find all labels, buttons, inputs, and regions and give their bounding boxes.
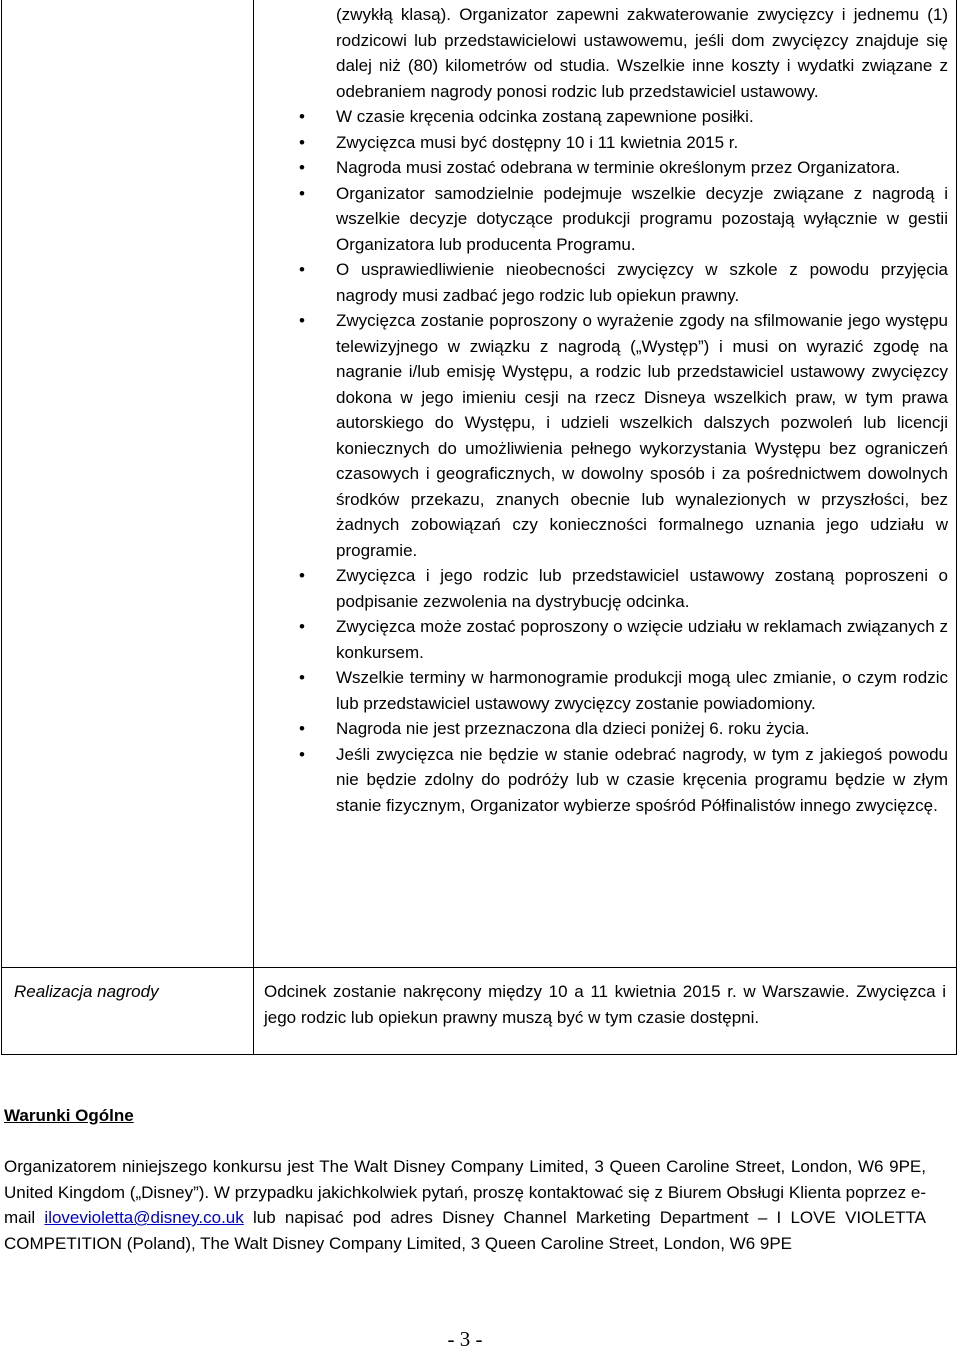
section-title: Warunki Ogólne <box>4 1106 134 1125</box>
list-item: • Nagroda nie jest przeznaczona dla dzieci poniżej 6. roku życia. <box>262 716 948 742</box>
list-item: • Zwycięzca i jego rodzic lub przedstawiciel ustawowy zostaną poproszeni o podpisanie zezwolenia na dystrybucję odcinka. <box>262 563 948 614</box>
list-item: • O usprawiedliwienie nieobecności zwycięzcy w szkole z powodu przyjęcia nagrody musi zadbać jego rodzic lub opiekun prawny. <box>262 257 948 308</box>
list-item: • Jeśli zwycięzca nie będzie w stanie odebrać nagrody, w tym z jakiegoś powodu nie będzie zdolny do podróży lub w czasie kręcenia programu będzie w złym stanie fizycznym, Organizator wybierze spośród Półfinalistów innego zwycięzcę. <box>262 742 948 819</box>
accommodation-paragraph: (zwykłą klasą). Organizator zapewni zakwaterowanie zwycięzcy i jednemu (1) rodzicowi lub przedstawicielowi ustawowemu, jeśli dom zwycięzcy znajduje się dalej niż (80) kilometrów od studia. Wszelkie inne koszty i wydatki związane z odebraniem nagrody ponosi rodzic lub przedstawiciel ustawowy. <box>336 5 948 101</box>
general-terms-paragraph <box>4 1154 926 1256</box>
list-item: • Nagroda musi zostać odebrana w terminie określonym przez Organizatora. <box>262 155 948 181</box>
list-item: • Wszelkie terminy w harmonogramie produkcji mogą ulec zmianie, o czym rodzic lub przedstawiciel ustawowy zwycięzcy zostanie powiadomiony. <box>262 665 948 716</box>
prize-conditions-list <box>262 104 948 818</box>
list-item: • Zwycięzca musi być dostępny 10 i 11 kwietnia 2015 r. <box>262 130 948 156</box>
table-column-divider <box>253 0 254 1055</box>
row-content-cell <box>264 979 946 1030</box>
organizer-text: Organizatorem niniejszego konkursu jest The Walt Disney Company Limited, 3 Queen Caroline Street, London, W6 9PE, United Kingdom („Disney”). W przypadku jakichkolwiek pytań, proszę kontaktować się z Biurem Obsługi Klienta poprzez e-mail <box>4 1157 926 1227</box>
email-link[interactable]: ilovevioletta@disney.co.uk <box>44 1208 244 1227</box>
list-item: • Zwycięzca może zostać poproszony o wzięcie udziału w reklamach związanych z konkursem. <box>262 614 948 665</box>
list-item: • Organizator samodzielnie podejmuje wszelkie decyzje związane z nagrodą i wszelkie decyzje dotyczące produkcji programu pozostają wyłącznie w gestii Organizatora lub producenta Programu. <box>262 181 948 258</box>
address-text: lub napisać pod adres Disney Channel Marketing Department – I LOVE VIOLETTA COMPETITION (Poland), The Walt Disney Company Limited, 3 Queen Caroline Street, London, W6 9PE <box>4 1208 926 1253</box>
filming-info-text: Odcinek zostanie nakręcony między 10 a 11 kwietnia 2015 r. w Warszawie. Zwycięzca i jego rodzic lub opiekun prawny muszą być w tym czasie dostępni. <box>264 982 946 1027</box>
prize-details-cell <box>262 2 948 818</box>
list-item: • Zwycięzca zostanie poproszony o wyrażenie zgody na sfilmowanie jego występu telewizyjnego w związku z nagrodą („Występ”) i musi on wyrazić zgodę na nagranie i/lub emisję Występu, a rodzic lub przedstawiciel ustawowy zwycięzcy dokona w jego imieniu cesji na rzecz Disneya wszelkich praw, w tym prawa autorskiego do Występu, i udzieli wszelkich dalszych pozwoleń lub licencji koniecznych do umożliwienia pełnego wykorzystania Występu bez ograniczeń czasowych i geograficznych, w dowolny sposób i za pośrednictwem dowolnych środków przekazu, znanych obecnie lub wynalezionych w przyszłości, bez żadnych zobowiązań czy konieczności formalnego uznania jego udziału w programie. <box>262 308 948 563</box>
row-label: Realizacja nagrody <box>14 982 159 1001</box>
page-number: - 3 - <box>447 1327 483 1351</box>
list-item: • W czasie kręcenia odcinka zostaną zapewnione posiłki. <box>262 104 948 130</box>
general-terms-text <box>4 1154 926 1256</box>
table-row-divider <box>1 967 957 968</box>
